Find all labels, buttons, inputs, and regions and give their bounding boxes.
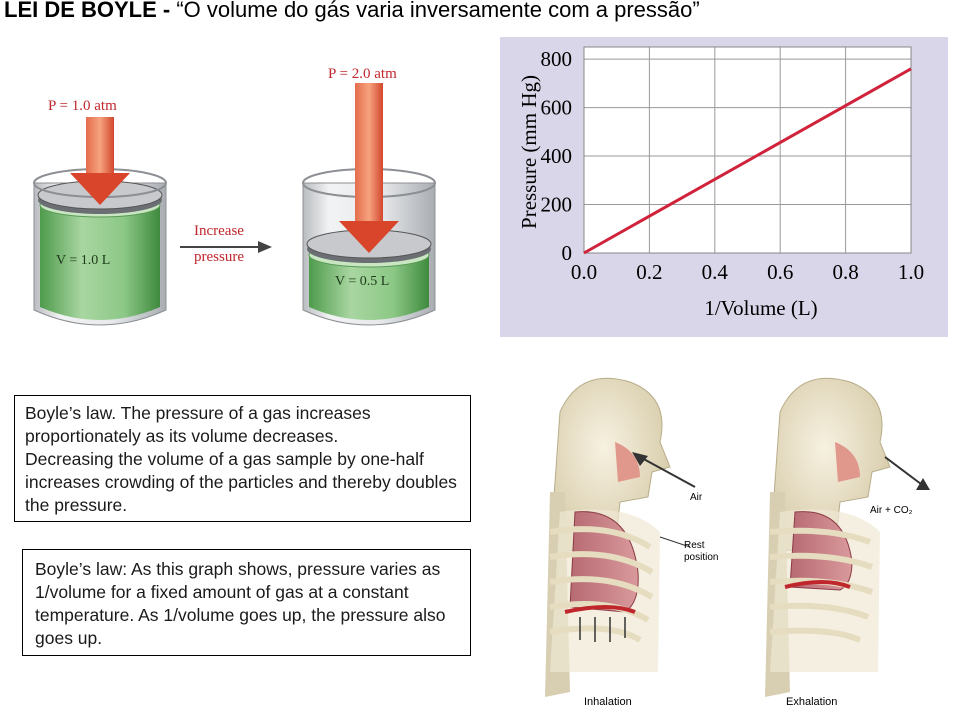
- right-volume-label: V = 0.5 L: [335, 274, 390, 289]
- increase-arrow-head: [258, 241, 272, 253]
- caption-1-line-2: Decreasing the volume of a gas sample by one-half increases crowding of the particles and thereby doubles the pressure.: [25, 449, 457, 515]
- left-volume-label: V = 1.0 L: [56, 253, 111, 268]
- exhalation-figure: [765, 378, 930, 697]
- x-tick-label: 0.6: [767, 260, 794, 284]
- arrow-right-shaft: [355, 83, 383, 225]
- y-axis-label: Pressure (mm Hg): [517, 75, 541, 229]
- inhalation-figure: [545, 378, 695, 697]
- x-tick-labels: [571, 260, 924, 284]
- x-tick-label: 0.8: [832, 260, 859, 284]
- y-tick-label: 600: [540, 95, 572, 120]
- rest-label-1: Rest: [684, 540, 705, 551]
- arrow-left-shaft: [86, 117, 114, 177]
- air-co2-label: Air + CO₂: [870, 505, 913, 516]
- x-tick-label: 0.2: [636, 260, 663, 284]
- inhalation-label: Inhalation: [584, 696, 632, 708]
- breathing-anatomy-illustration: [520, 372, 960, 710]
- air-label: Air: [690, 492, 703, 503]
- y-tick-label: 0: [561, 241, 572, 265]
- y-tick-label: 400: [540, 144, 572, 169]
- left-pressure-label: P = 1.0 atm: [48, 98, 117, 114]
- rest-label-2: position: [684, 552, 719, 563]
- caption-box-1: [14, 395, 471, 522]
- caption-2-text: Boyle’s law: As this graph shows, pressure varies as 1/volume for a fixed amount of gas at a constant temperature. As 1/volume goes up, the pressure also goes up.: [35, 559, 446, 648]
- caption-box-2: [22, 549, 471, 656]
- increase-label-1: Increase: [194, 223, 244, 239]
- x-tick-label: 1.0: [897, 260, 925, 284]
- caption-1-line-1: Boyle’s law. The pressure of a gas increases proportionately as its volume decreases.: [25, 403, 371, 446]
- y-tick-label: 800: [540, 47, 572, 72]
- pressure-volume-chart: [500, 37, 948, 337]
- x-tick-label: 0.0: [570, 260, 598, 284]
- page-title: LEI DE BOYLE - “O volume do gás varia inversamente com a pressão”: [4, 0, 700, 22]
- right-pressure-label: P = 2.0 atm: [328, 66, 397, 82]
- plot-area: [584, 47, 911, 253]
- exhalation-label: Exhalation: [786, 696, 838, 708]
- y-tick-label: 200: [540, 192, 572, 217]
- x-axis-label: 1/Volume (L): [704, 296, 818, 320]
- y-tick-labels: [541, 47, 573, 265]
- x-tick-label: 0.4: [701, 260, 728, 284]
- increase-label-2: pressure: [194, 249, 244, 265]
